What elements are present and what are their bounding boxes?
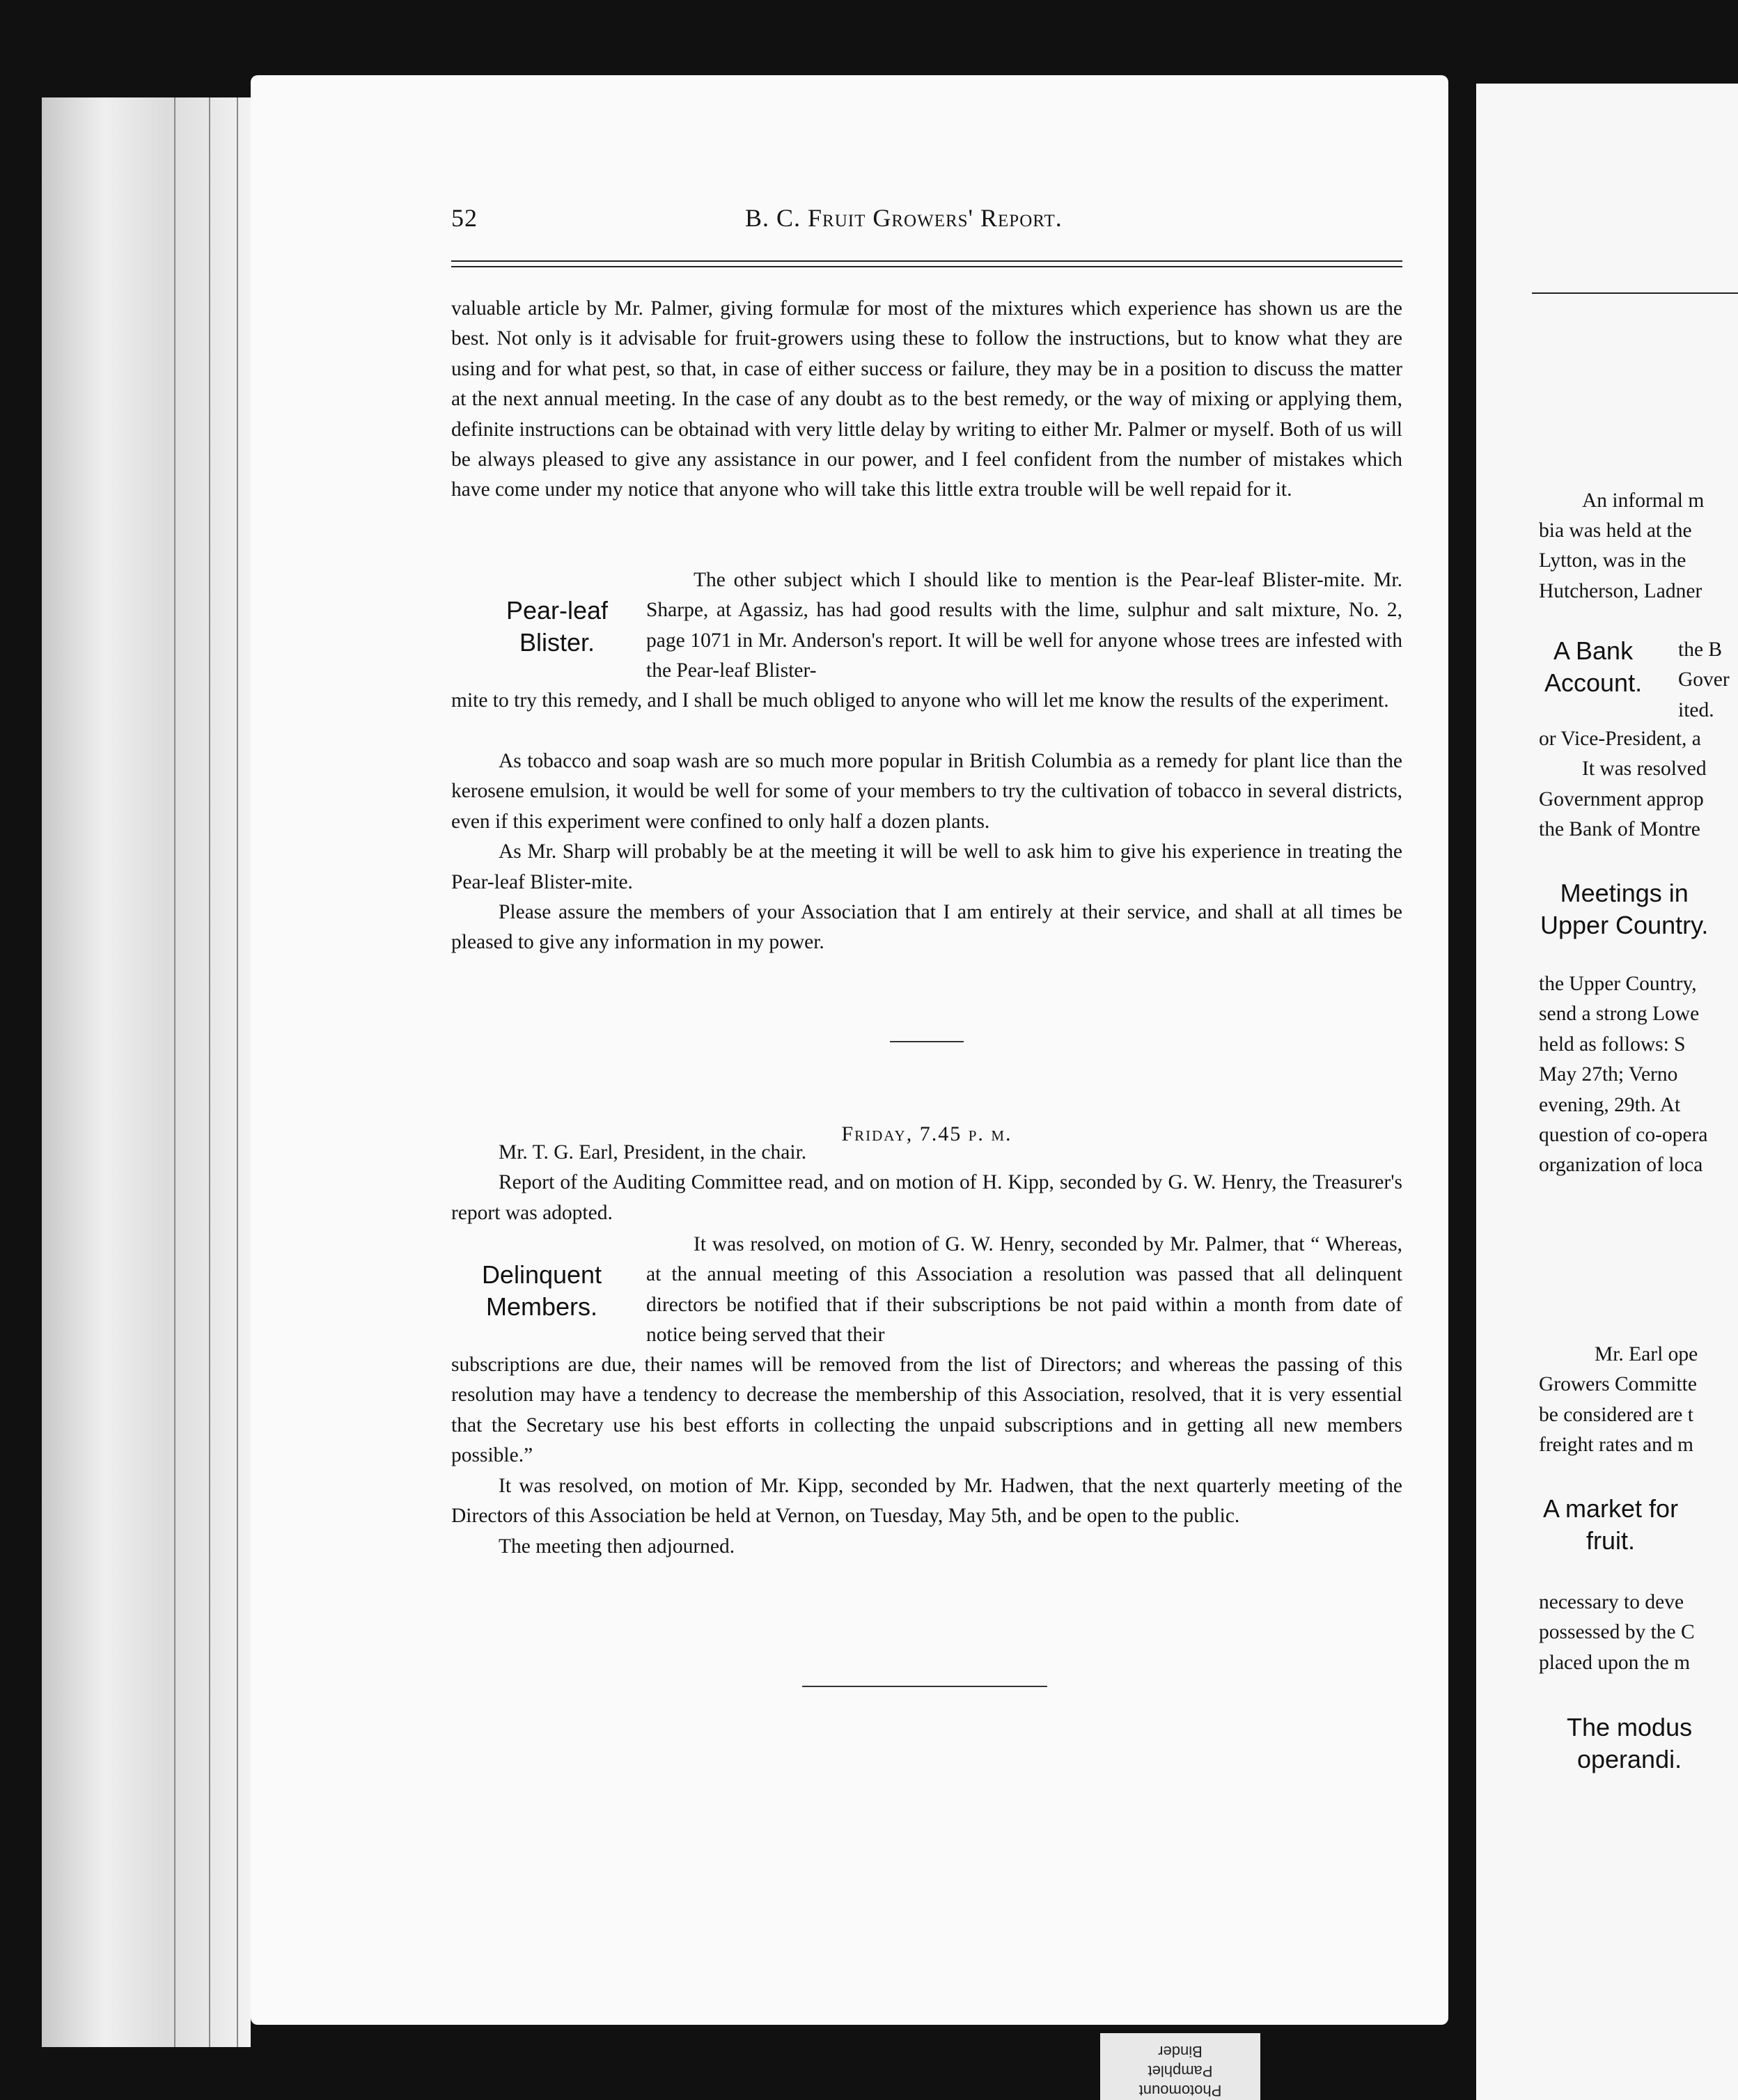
paragraph: Mr. T. G. Earl, President, in the chair. bbox=[499, 1141, 807, 1163]
right-text-block: bia was held at the Lytton, was in the Hutcherson, Ladner bbox=[1539, 519, 1702, 602]
right-text-block: or Vice-President, a It was resolved Government approp the Bank of Montre bbox=[1539, 728, 1707, 841]
paragraph: Report of the Auditing Committee read, and on motion of H. Kipp, seconded by G. W. Henry, the Treasurer's report was adopted. bbox=[451, 1171, 1402, 1224]
delinquent-full-text: subscriptions are due, their names will be removed from the list of Directors; and whereas the passing of this resolution may have a tendency to decrease the membership of this Association, resolved, that it is very essential that the Secretary use his best efforts in collecting the unpaid subscriptions and in getting all new members possible.” bbox=[451, 1354, 1402, 1467]
margin-note-market: A market for fruit. bbox=[1543, 1494, 1679, 1555]
right-text-block: necessary to deve possessed by the C placed upon the m bbox=[1539, 1591, 1695, 1674]
body-text bbox=[451, 294, 1402, 506]
margin-note-modus: The modus operandi. bbox=[1567, 1713, 1693, 1773]
right-page-rule bbox=[1532, 292, 1738, 294]
right-text-block: the Upper Country, send a strong Lowe held as follows: S May 27th; Verno evening, 29th. At question of co-opera organization of loca bbox=[1539, 973, 1708, 1177]
header-rule bbox=[451, 266, 1402, 267]
page-number: 52 bbox=[451, 204, 478, 232]
right-text-block: Mr. Earl ope Growers Committe be considered are t freight rates and m bbox=[1539, 1343, 1698, 1457]
margin-note-pear-leaf: Pear-leaf Blister. bbox=[506, 596, 609, 657]
section-rule bbox=[890, 1041, 964, 1042]
pear-leaf-side-text: The other subject which I should like to mention is the Pear-leaf Blister-mite. Mr. Sharpe, at Agassiz, has had good results with the lime, sulphur and salt mixture, No. 2, page 1071 in Mr. Anderson's report. It will be well for anyone whose trees are infested with the Pear-leaf Blister- bbox=[646, 569, 1402, 682]
paragraph: It was resolved, on motion of Mr. Kipp, seconded by Mr. Hadwen, that the next quarterly meeting of the Directors of this Association be held at Vernon, on Tuesday, May 5th, and be open to the public. bbox=[451, 1475, 1402, 1528]
paragraph: As Mr. Sharp will probably be at the meeting it will be well to ask him to give his experience in treating the Pear-leaf Blister-mite. bbox=[451, 840, 1402, 893]
pear-leaf-full-text: mite to try this remedy, and I shall be much obliged to anyone who will let me know the results of the experiment. bbox=[451, 689, 1389, 712]
paragraph: The meeting then adjourned. bbox=[499, 1535, 735, 1558]
stack-line bbox=[174, 97, 175, 2047]
paragraph: valuable article by Mr. Palmer, giving formulæ for most of the mixtures which experience has shown us are the best. Not only is it advisable for fruit-growers using these to follow the instructions, but to know what they are using and for what pest, so that, in case of either success or failure, they may be in a position to discuss the matter at the next annual meeting. In the case of any doubt as to the best remedy, or the way of mixing or applying them, definite instructions can be obtainad with very little delay by writing to either Mr. Palmer or myself. Both of us will be always pleased to give any assistance in our power, and I feel confident from the number of mistakes which have come under my notice that anyone who will take this little extra trouble will be well repaid for it. bbox=[451, 297, 1402, 501]
margin-note-delinquent: Delinquent Members. bbox=[481, 1260, 602, 1321]
right-text-block: An informal m bbox=[1582, 489, 1705, 512]
header-rule bbox=[451, 260, 1402, 262]
binder-label: Photomount Pamphlet Binder bbox=[1100, 2033, 1260, 2100]
right-text-block: the B Gover ited. bbox=[1678, 638, 1730, 721]
section-heading: Friday, 7.45 p. m. bbox=[841, 1122, 1012, 1145]
end-rule bbox=[802, 1686, 1047, 1687]
page-stack-edge bbox=[42, 97, 251, 2047]
stack-line bbox=[209, 97, 210, 2047]
running-title: B. C. Fruit Growers' Report. bbox=[745, 204, 1063, 232]
margin-note-meetings: Meetings in Upper Country. bbox=[1540, 879, 1709, 939]
margin-note-bank-account: A Bank Account. bbox=[1544, 636, 1643, 697]
body-text bbox=[451, 746, 1402, 958]
stack-line bbox=[237, 97, 238, 2047]
friday-text bbox=[451, 1138, 1402, 1228]
paragraph: As tobacco and soap wash are so much more popular in British Columbia as a remedy for plant lice than the kerosene emulsion, it would be well for some of your members to try the cultivation of tobacco in several districts, even if this experiment were confined to only half a dozen plants. bbox=[451, 750, 1402, 833]
paragraph: Please assure the members of your Association that I am entirely at their service, and shall at all times be pleased to give any information in my power. bbox=[451, 901, 1402, 954]
closing-text bbox=[451, 1471, 1402, 1562]
delinquent-side-text: It was resolved, on motion of G. W. Henry, seconded by Mr. Palmer, that “ Whereas, at the annual meeting of this Association a resolution was passed that all delinquent directors be notified that if their subscriptions be not paid within a month from date of notice being served that their bbox=[646, 1233, 1402, 1347]
